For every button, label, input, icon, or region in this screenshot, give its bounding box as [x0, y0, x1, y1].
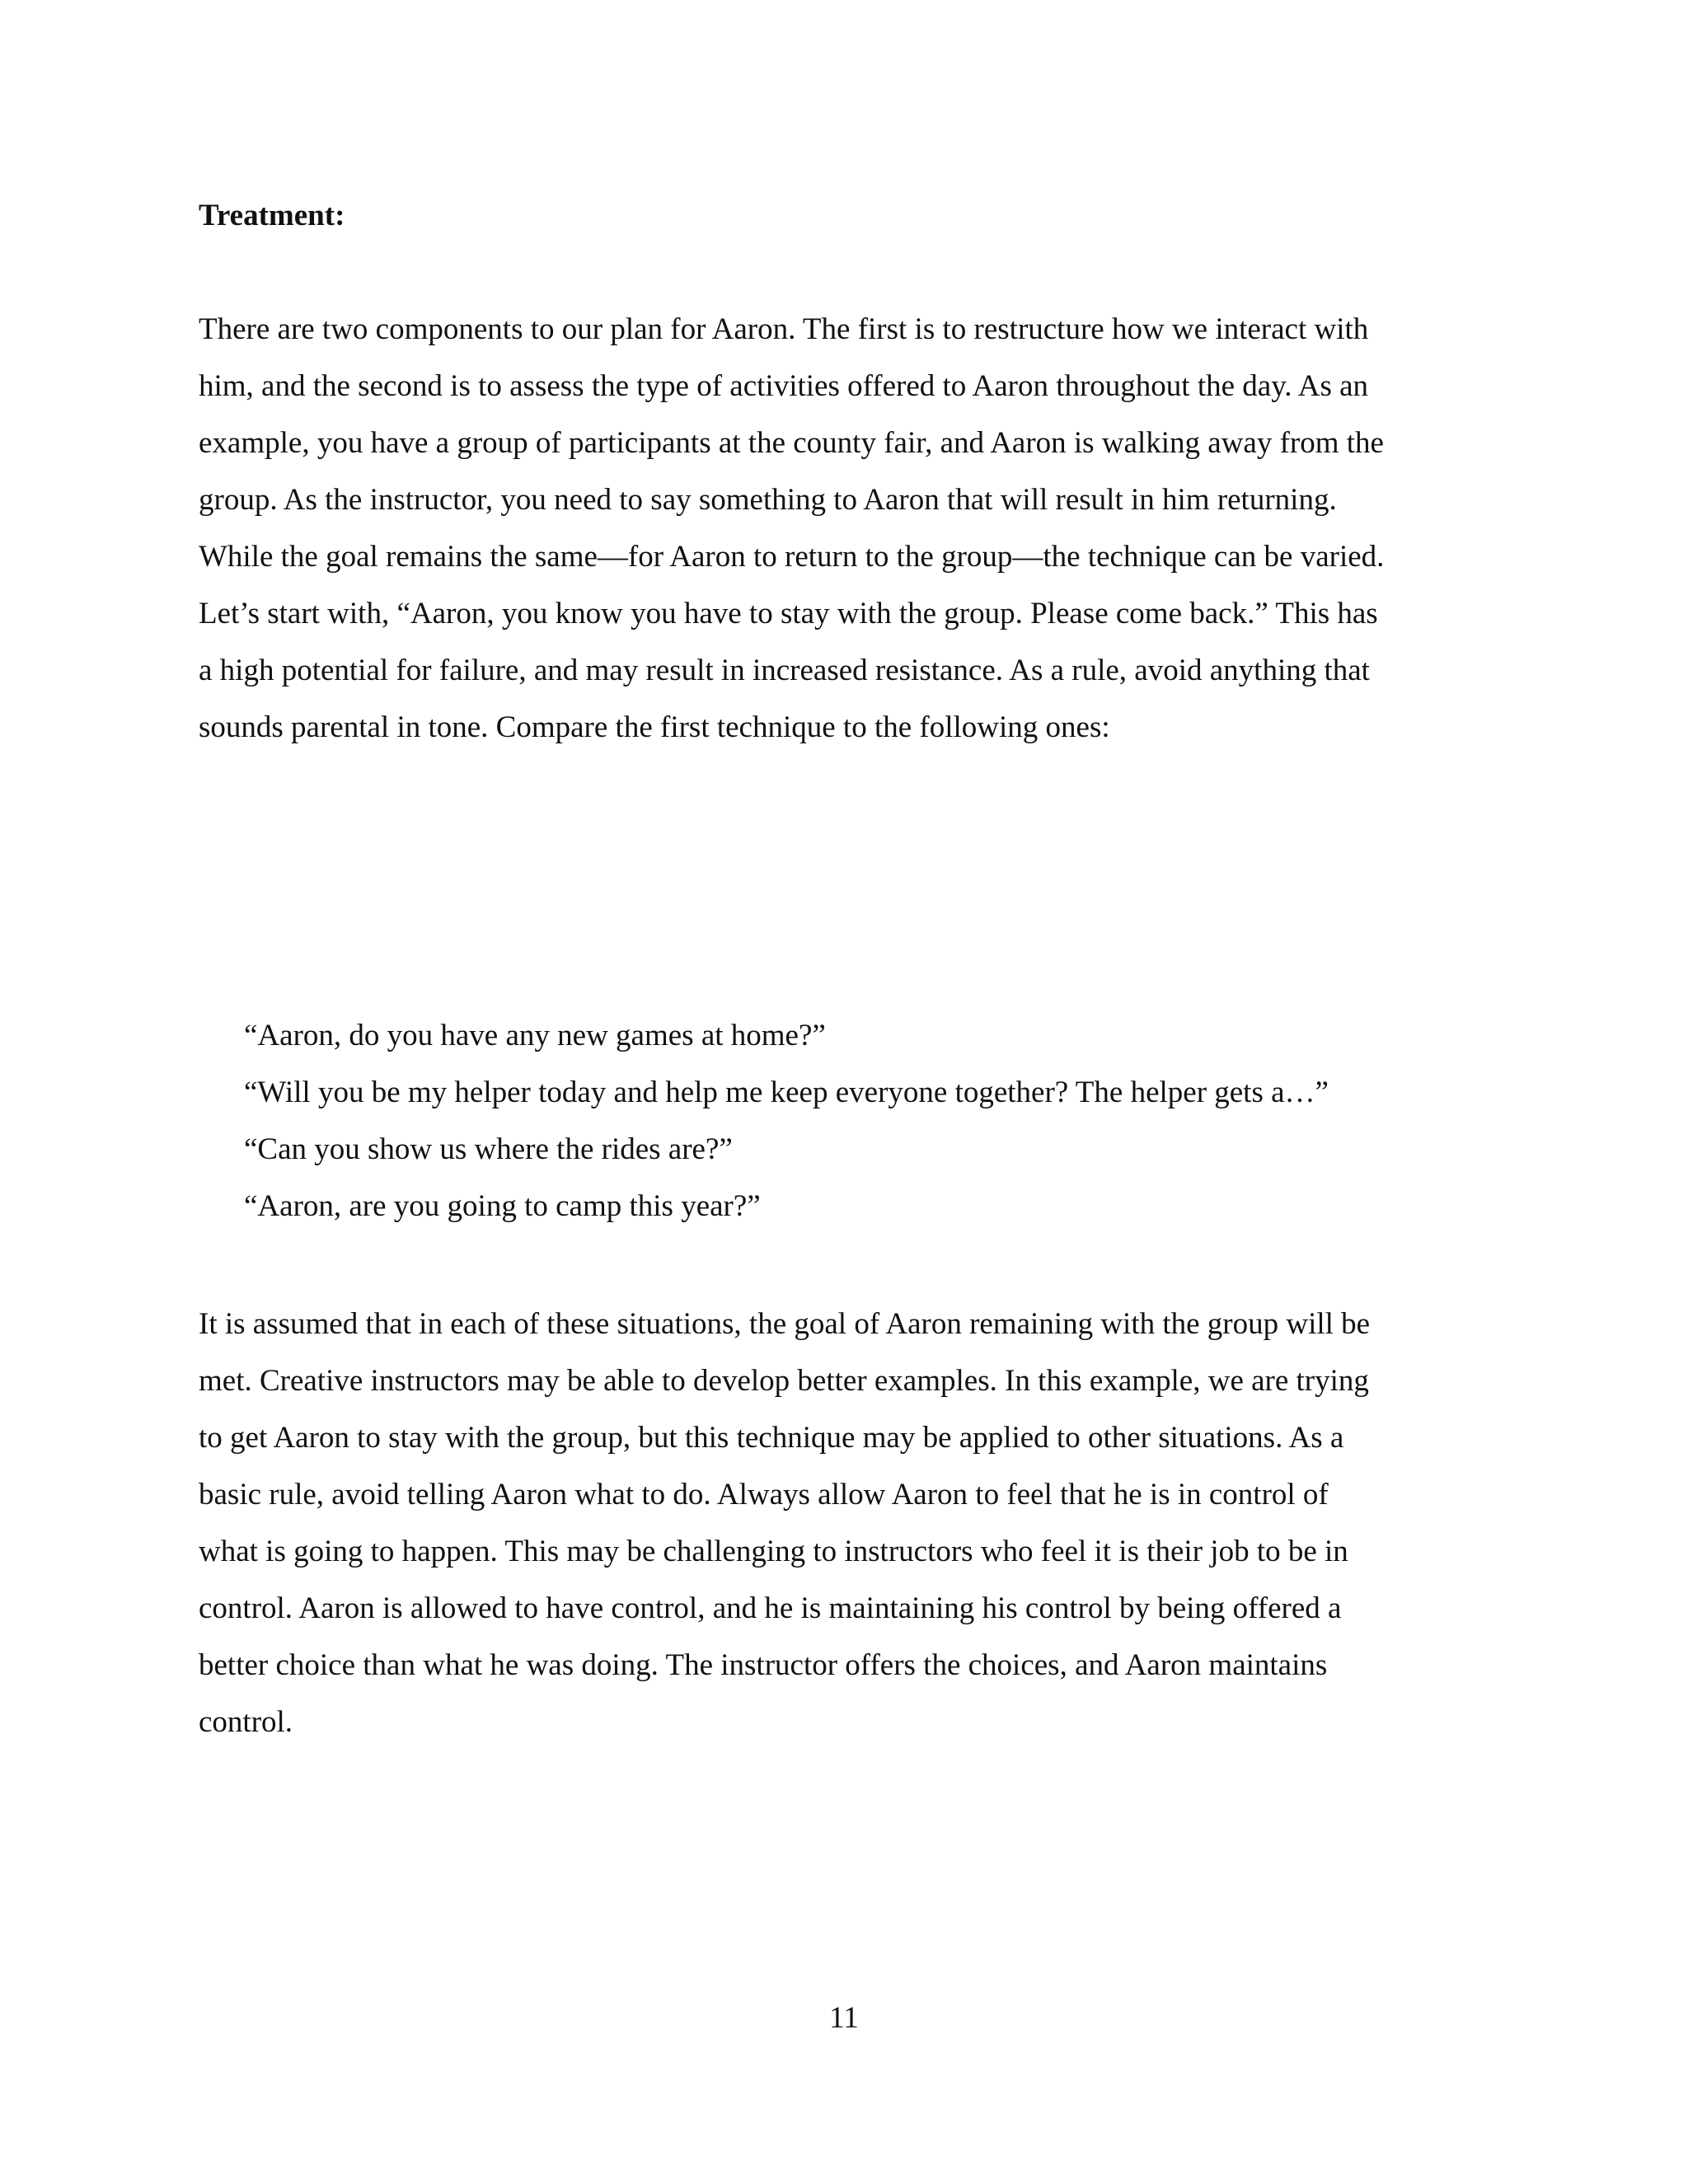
page-content: [199, 196, 1493, 1739]
paragraph-line: group. As the instructor, you need to say something to Aaron that will result in him returning.: [199, 483, 1337, 517]
paragraph-line: While the goal remains the same—for Aaron to return to the group—the technique can be varied.: [199, 540, 1385, 574]
paragraph-conclusion: [199, 1296, 1370, 1750]
paragraph-line: There are two components to our plan for Aaron. The first is to restructure how we interact with: [199, 312, 1369, 346]
paragraph-line: It is assumed that in each of these situations, the goal of Aaron remaining with the group will be: [199, 1307, 1371, 1341]
example-quotes-list: [244, 1007, 1329, 1235]
example-quote: “Will you be my helper today and help me keep everyone together? The helper gets a…”: [244, 1076, 1329, 1109]
paragraph-line: met. Creative instructors may be able to develop better examples. In this example, we are trying: [199, 1364, 1369, 1398]
paragraph-line: Let’s start with, “Aaron, you know you have to stay with the group. Please come back.” This has: [199, 597, 1378, 630]
paragraph-line: what is going to happen. This may be challenging to instructors who feel it is their job to be in: [199, 1535, 1348, 1568]
example-quote: “Aaron, are you going to camp this year?”: [244, 1189, 761, 1223]
paragraph-line: control. Aaron is allowed to have control, and he is maintaining his control by being offered a: [199, 1591, 1342, 1625]
example-quote: “Can you show us where the rides are?”: [244, 1132, 733, 1166]
paragraph-intro: [199, 301, 1384, 756]
section-heading: Treatment:: [199, 199, 345, 232]
paragraph-line: sounds parental in tone. Compare the first technique to the following ones:: [199, 710, 1110, 744]
page-number: 11: [829, 2001, 859, 2035]
paragraph-line: basic rule, avoid telling Aaron what to do. Always allow Aaron to feel that he is in control of: [199, 1478, 1329, 1511]
paragraph-line: him, and the second is to assess the type of activities offered to Aaron throughout the day. As an: [199, 369, 1369, 403]
paragraph-line: example, you have a group of participants at the county fair, and Aaron is walking away from the: [199, 426, 1384, 460]
example-quote: “Aaron, do you have any new games at home?”: [244, 1019, 826, 1052]
paragraph-line: better choice than what he was doing. The instructor offers the choices, and Aaron maintains: [199, 1648, 1328, 1682]
paragraph-line: a high potential for failure, and may result in increased resistance. As a rule, avoid anything that: [199, 654, 1370, 687]
paragraph-line: control.: [199, 1705, 293, 1739]
paragraph-line: to get Aaron to stay with the group, but this technique may be applied to other situations. As a: [199, 1421, 1344, 1455]
